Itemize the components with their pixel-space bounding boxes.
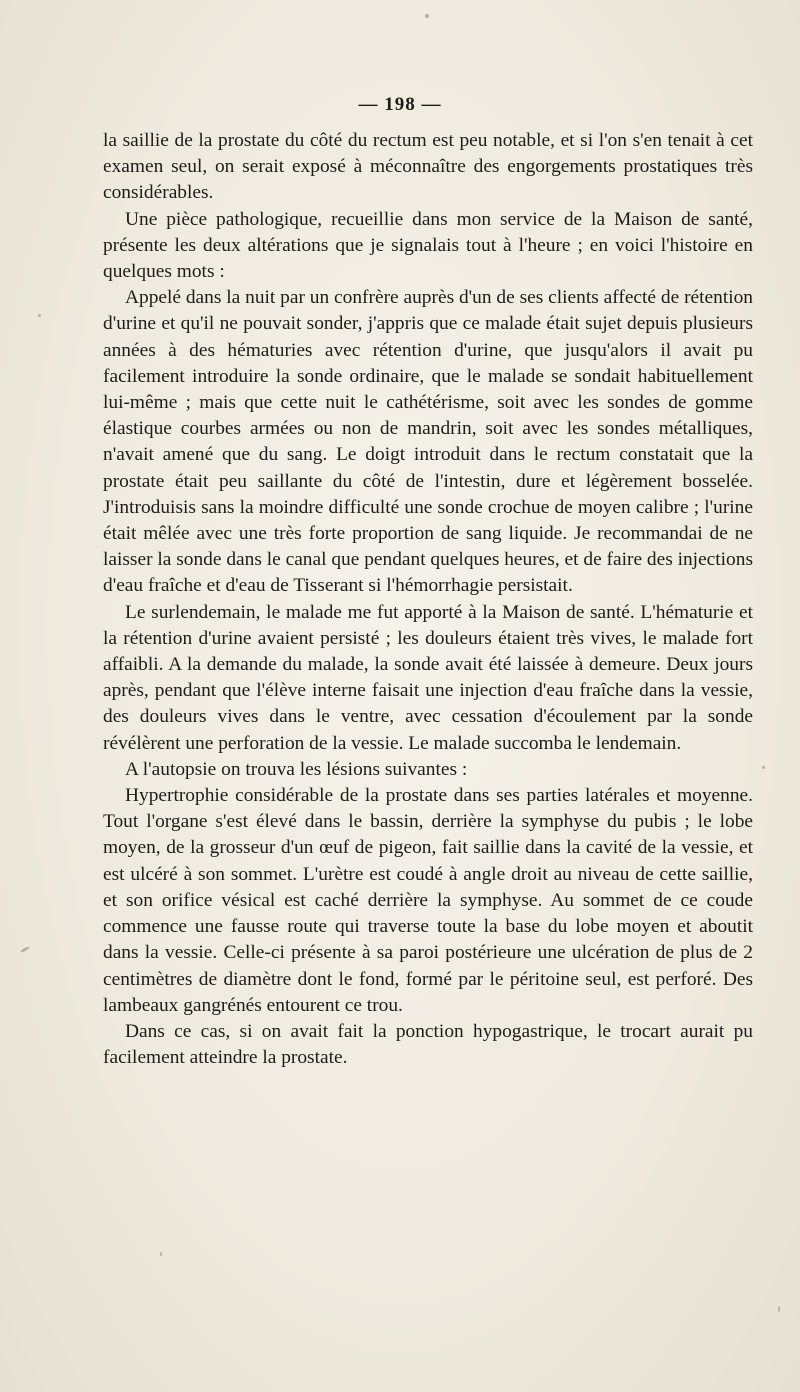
paper-speck xyxy=(425,14,429,18)
paragraph-3: Appelé dans la nuit par un confrère auprès d'un de ses clients affecté de rétention d'urine et qu'il ne pouvait sonder, j'appris que ce malade était sujet depuis plusieurs années à des hématuries avec rétention d'urine, que jusqu'alors il avait pu facilement introduire la sonde ordinaire, que le malade se sondait habituellement lui-même ; mais que cette nuit le cathétérisme, soit avec les sondes de gomme élastique courbes armées ou non de mandrin, soit avec les sondes métalliques, n'avait amené que du sang. Le doigt introduit dans le rectum constatait que la prostate était peu saillante du côté de l'intestin, dure et légèrement bosselée. J'introduisis sans la moindre difficulté une sonde crochue de moyen calibre ; l'urine était mêlée avec une très forte proportion de sang liquide. Je recommandai de ne laisser la sonde dans le canal que pendant quelques heures, et de faire des injections d'eau fraîche et d'eau de Tisserant si l'hémorrhagie persistait. xyxy=(103,287,753,597)
page-number-header: — 198 — xyxy=(358,94,442,115)
paragraph-7: Dans ce cas, si on avait fait la ponction hypogastrique, le trocart aurait pu facilement atteindre la prostate. xyxy=(103,1020,753,1069)
paragraph-4: Le surlendemain, le malade me fut apporté à la Maison de santé. L'hématurie et la rétention d'urine avaient persisté ; les douleurs étaient très vives, le malade fort affaibli. A la demande du malade, la sonde avait été laissée à demeure. Deux jours après, pendant que l'élève interne faisait une injection d'eau fraîche dans la vessie, des douleurs vives dans le ventre, avec cessation d'écoulement par la sonde révélèrent une perforation de la vessie. Le malade succomba le lendemain. xyxy=(103,601,753,754)
paragraph-5: A l'autopsie on trouva les lésions suivantes : xyxy=(125,758,468,780)
body-text xyxy=(103,128,753,1071)
paragraph-2: Une pièce pathologique, recueillie dans mon service de la Maison de santé, présente les deux altérations que je signalais tout à l'heure ; en voici l'histoire en quelques mots : xyxy=(103,208,753,283)
paper-speck xyxy=(778,1306,780,1312)
paragraph-6: Hypertrophie considérable de la prostate dans ses parties latérales et moyenne. Tout l'organe s'est élevé dans le bassin, derrière la symphyse du pubis ; le lobe moyen, de la grosseur d'un œuf de pigeon, fait saillie dans la cavité de la vessie, et est ulcéré à son sommet. L'urètre est coudé à angle droit au niveau de cette saillie, et son orifice vésical est caché derrière la symphyse. Au sommet de ce coude commence une fausse route qui traverse toute la base du lobe moyen et aboutit dans la vessie. Celle-ci présente à sa paroi postérieure une ulcération de plus de 2 centimètres de diamètre dont le fond, formé par le péritoine seul, est perforé. Des lambeaux gangrénés entourent ce trou. xyxy=(103,785,753,1016)
paper-speck xyxy=(20,946,30,954)
paper-speck xyxy=(762,766,765,769)
paper-speck xyxy=(38,314,41,317)
paragraph-1: la saillie de la prostate du côté du rectum est peu notable, et si l'on s'en tenait à cet examen seul, on serait exposé à méconnaître des engorgements prostatiques très considérables. xyxy=(103,130,753,204)
paper-speck xyxy=(160,1252,162,1256)
